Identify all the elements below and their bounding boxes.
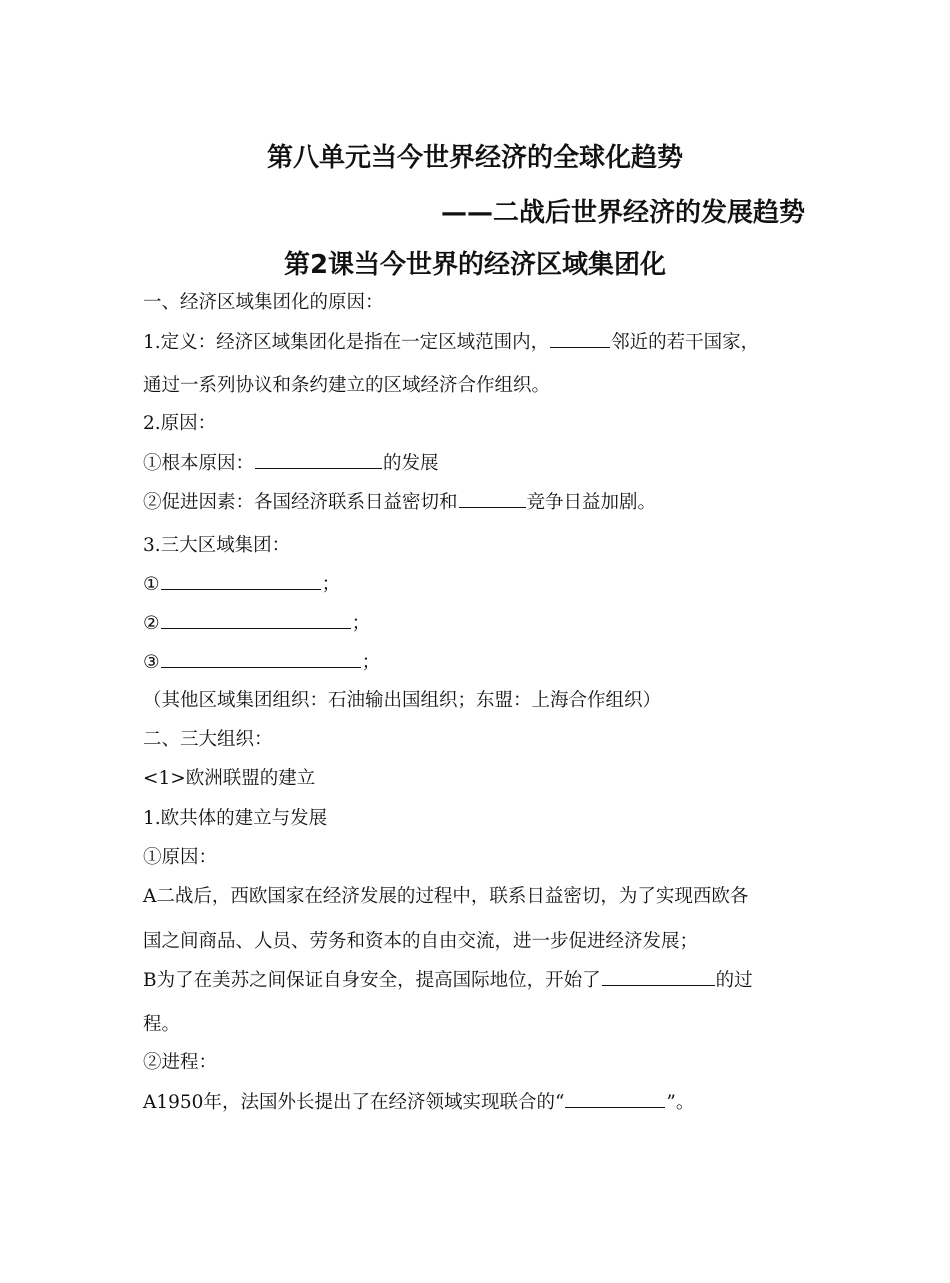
semicolon: ； [361,652,381,673]
fill-blank[interactable] [161,610,351,629]
cause-b-line-1 [143,967,753,994]
fill-blank[interactable] [550,329,610,348]
process-a-text-a: A1950年，法国外长提出了在经济领域实现联合的“ [143,1092,565,1113]
group-2 [143,610,370,637]
cause-a-line-1: A二战后，西欧国家在经济发展的过程中，联系日益密切，为了实现西欧各 [143,886,749,907]
cause-heading: ①原因： [143,847,218,868]
reason-heading: 2.原因： [143,413,217,434]
definition-text-a: 1.定义：经济区域集团化是指在一定区域范围内， [143,332,550,353]
other-organizations: （其他区域集团组织：石油输出国组织；东盟：上海合作组织） [143,690,662,711]
fill-blank[interactable] [459,489,526,508]
group-2-mark: ② [143,613,160,634]
group-1 [143,571,340,598]
process-a [143,1089,694,1116]
reason-2 [143,489,656,516]
unit-subtitle: ——二战后世界经济的发展趋势 [440,198,805,228]
reason-1-text-a: ①根本原因： [143,453,255,474]
fill-blank[interactable] [161,649,361,668]
cause-b-line-2: 程。 [143,1014,181,1035]
cause-b-text-a: B为了在美苏之间保证自身安全，提高国际地位，开始了 [143,970,601,991]
process-heading: ②进程： [143,1052,218,1073]
lesson-title: 第2课当今世界的经济区域集团化 [283,250,667,280]
cause-b-text-b: 的过 [715,970,753,991]
fill-blank[interactable] [565,1089,665,1108]
group-1-mark: ① [143,574,160,595]
eu-heading: <1>欧洲联盟的建立 [143,768,316,789]
group-3-mark: ③ [143,652,160,673]
reason-2-text-b: 竞争日益加剧。 [526,492,657,513]
process-a-text-b: ”。 [666,1092,695,1113]
ec-heading: 1.欧共体的建立与发展 [143,808,328,829]
fill-blank[interactable] [602,967,715,986]
reason-1-text-b: 的发展 [383,453,439,474]
fill-blank[interactable] [161,571,321,590]
section1-heading: 一、经济区域集团化的原因： [143,292,384,313]
reason-2-text-a: ②促进因素：各国经济联系日益密切和 [143,492,458,513]
group-3 [143,649,380,676]
semicolon: ； [351,613,371,634]
semicolon: ； [321,574,341,595]
reason-1 [143,450,439,477]
fill-blank[interactable] [255,450,382,469]
definition-line-2: 通过一系列协议和条约建立的区域经济合作组织。 [143,375,551,396]
definition-line-1 [143,329,759,356]
unit-title: 第八单元当今世界经济的全球化趋势 [266,143,683,173]
cause-a-line-2: 国之间商品、人员、劳务和资本的自由交流，进一步促进经济发展； [143,931,699,952]
groups-heading: 3.三大区域集团： [143,535,291,556]
section2-heading: 二、三大组织： [143,729,273,750]
definition-text-b: 邻近的若干国家， [611,332,760,353]
